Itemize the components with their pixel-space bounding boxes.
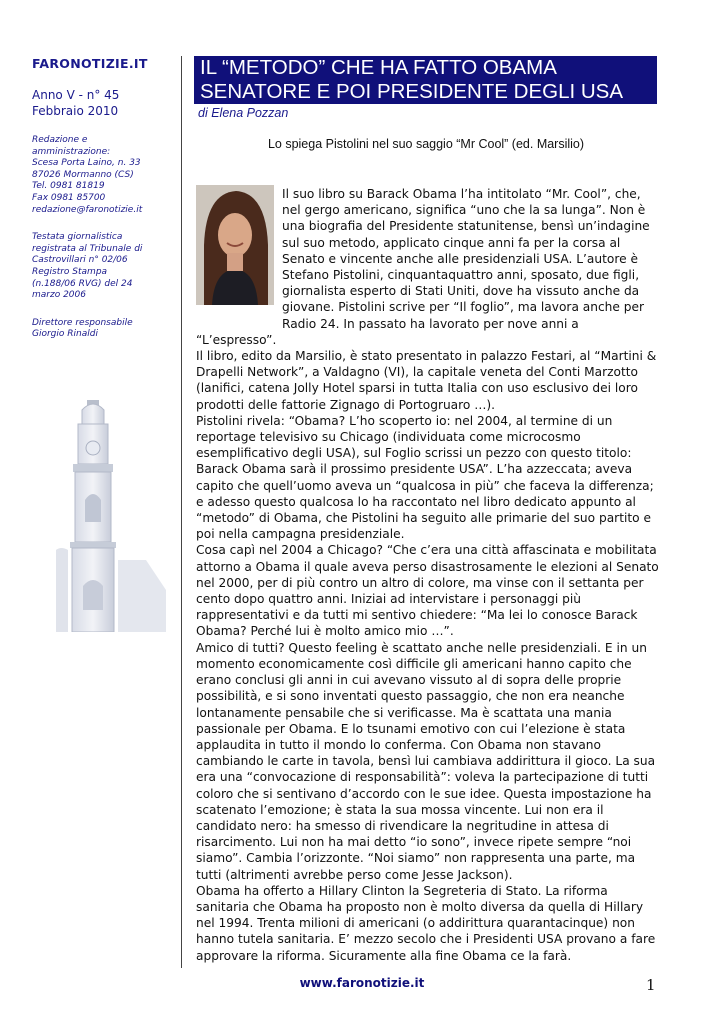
- issue-number: Anno V - n° 45: [32, 88, 120, 102]
- editorial-address: Redazione e amministrazione: Scesa Porta Laino, n. 33 87026 Mormanno (CS) Tel. 0981 81819 Fax 0981 85700 redazione@faronotizie.it: [32, 135, 143, 215]
- photo-spacer: [196, 186, 282, 318]
- director-info: Direttore responsabile Giorgio Rinaldi: [32, 317, 133, 340]
- article-paragraph-5: Amico di tutti? Questo feeling è scattato anche nelle presidenziali. E in un momento economicamente così difficile gli americani hanno capito che erano conclusi gli anni in cui avevano vissuto al di sopra delle proprie possibilità, e si sono inventati questo passaggio, che non era neanche lontanamente pensabile che si verificasse. Ma è scattata una mania passionale per Obama. E lo tsunami emotivo con cui l’elezione è stata applaudita in tutto il mondo lo conferma. Con Obama non stavano cambiando le carte in tavola, bensì lui cambiava addirittura il gioco. La sua era una “convocazione di responsabilità”: voleva la partecipazione di tutti coloro che si sentivano d’accordo con le sue idee. Questa impostazione ha scatenato l’emozione; è stata la sua mossa vincente. Lui non era il candidato nero: ha smesso di rivendicare la negritudine in attesa di risarcimento. Lui non ha mai detto “io sono”, invece ripete sempre “noi siamo”. Cambia l’orizzonte. “Noi siamo” non rappresenta una parte, ma tutti (altrimenti avrebbe perso come Jesse Jackson).: [196, 640, 656, 882]
- article-paragraph-1: Il suo libro su Barack Obama l’ha intitolato “Mr. Cool”, che, nel gergo americano, significa “uno che la sa lunga”. Non è una biografia del Presidente statunitense, bensì un’indagine sul suo metodo, applicato cinque anni fa per la corsa al Senato e vincente anche alle presidenziali USA. L’autore è Stefano Pistolini, cinquantaquattro anni, sposato, due figli, giornalista esperto di Stati Uniti, dove ha vissuto anche da giovane. Pistolini scrive per “Il foglio”, ma lavora anche per Radio 24. In passato ha lavorato per nove anni a “L’espresso”.: [196, 187, 650, 347]
- page-number: 1: [646, 976, 656, 994]
- column-divider: [181, 56, 182, 968]
- article-subtitle: Lo spiega Pistolini nel suo saggio “Mr Cool” (ed. Marsilio): [267, 137, 585, 151]
- website-link[interactable]: www.faronotizie.it: [299, 976, 425, 990]
- article-paragraph-3: Pistolini rivela: “Obama? L’ho scoperto io: nel 2004, al termine di un reportage televisivo su Chicago (individuata come microcosmo esemplificativo degli USA), sul Foglio scrissi un pezzo con questo titolo: Barack Obama sarà il prossimo presidente USA”. L’ha azzeccata; aveva capito che quell’uomo aveva un “qualcosa in più” che faceva la differenza; e adesso questo qualcosa lo ha raccontato nel libro dedicato appunto al “metodo” di Obama, che Pistolini ha seguito alle primarie del suo partito e poi nella campagna presidenziale.: [196, 413, 654, 542]
- article-author: di Elena Pozzan: [198, 106, 289, 120]
- masthead-sidebar: [32, 56, 172, 341]
- article-paragraph-6: Obama ha offerto a Hillary Clinton la Segreteria di Stato. La riforma sanitaria che Obama ha proposto non è molto diversa da quella di Hillary nel 1994. Trenta milioni di americani (o addirittura quarantacinque) non hanno tutela sanitaria. E’ mezzo secolo che i Presidenti USA provano a fare approvare la riforma. Sicuramente alla fine Obama ce la farà.: [196, 883, 656, 963]
- article-paragraph-2: Il libro, edito da Marsilio, è stato presentato in palazzo Festari, al “Martini & Drapelli Network”, a Valdagno (VI), la capitale veneta del Conti Marzotto (lanifici, catena Jolly Hotel sparsi in tutta Italia con uso esclusivo dei loro prodotti delle fattorie Zignago di Portogruaro …).: [196, 349, 657, 412]
- issue-date: Febbraio 2010: [32, 104, 119, 118]
- brand-name: FARONOTIZIE.IT: [32, 56, 148, 71]
- article-body: [196, 186, 659, 964]
- issue-info: [32, 87, 172, 119]
- article-paragraph-4: Cosa capì nel 2004 a Chicago? “Che c’era una città affascinata e mobilitata attorno a Obama il quale aveva perso disastrosamente le elezioni al Senato nel 2000, per di più contro un altro di colore, ma vinse con il settanta per cento dopo quattro anni. Iniziai ad intervistare i personaggi più rappresentativi e da tutti mi sentivo chiedere: “Ma lei lo conosce Barack Obama? Perché lui è molto amico mio …”.: [196, 543, 659, 639]
- bell-tower-illustration: [56, 400, 166, 632]
- article-title: IL “METODO” CHE HA FATTO OBAMA SENATORE E POI PRESIDENTE DEGLI USA: [194, 56, 657, 104]
- registration-info: Testata giornalistica registrata al Tribunale di Castrovillari n° 02/06 Registro Stampa (n.188/06 RVG) del 24 marzo 2006: [32, 232, 143, 301]
